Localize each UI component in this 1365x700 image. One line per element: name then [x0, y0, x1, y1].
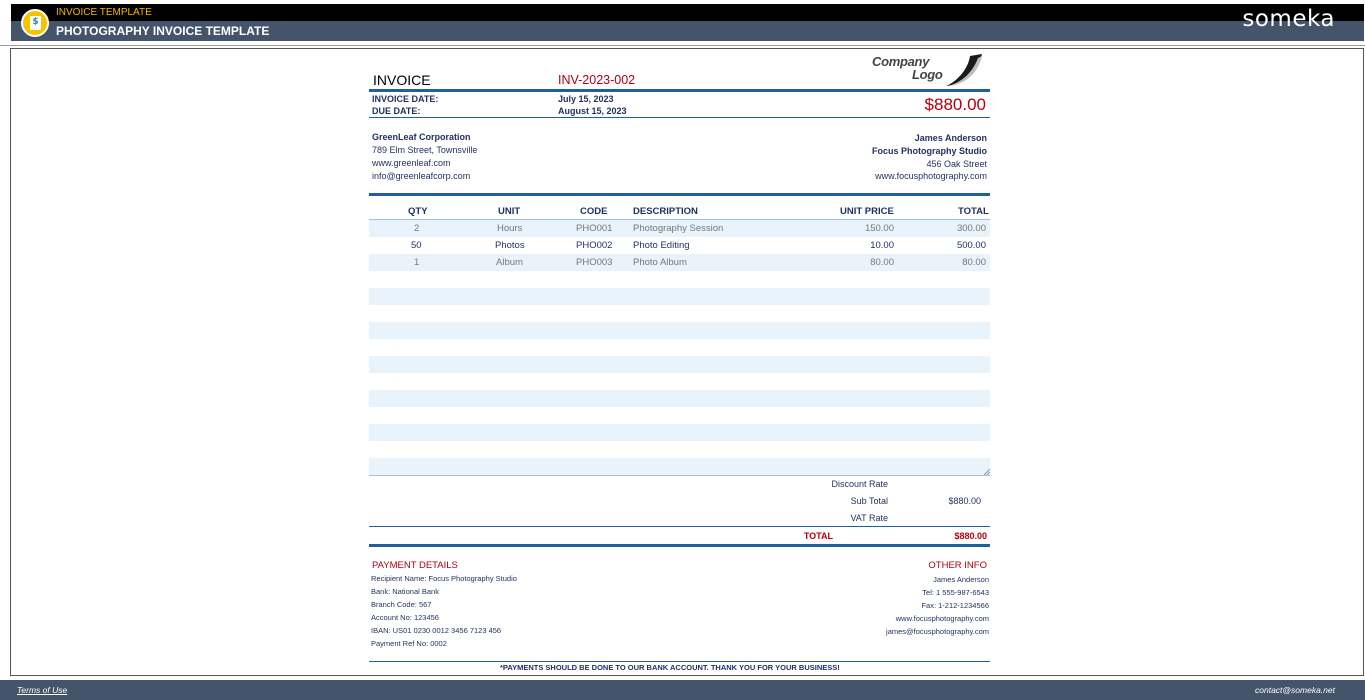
table-top-rule	[369, 193, 990, 196]
discount-rate-label: Discount Rate	[831, 479, 888, 489]
cell-total: 80.00	[962, 257, 986, 268]
empty-table-row[interactable]	[369, 288, 990, 305]
header-top-band	[11, 4, 1364, 21]
payment-account[interactable]: Account No: 123456	[371, 613, 439, 622]
invoice-date-label: INVOICE DATE:	[372, 94, 439, 104]
payment-bank[interactable]: Bank: National Bank	[371, 587, 439, 596]
empty-table-row[interactable]	[369, 458, 990, 475]
cell-unit[interactable]: Hours	[497, 223, 523, 234]
cell-code[interactable]: PHO002	[576, 240, 613, 251]
cell-qty[interactable]: 2	[414, 223, 420, 234]
other-info-fax[interactable]: Fax: 1-212-1234566	[921, 601, 989, 610]
payment-branch[interactable]: Branch Code: 567	[371, 600, 432, 609]
client-website[interactable]: www.greenleaf.com	[372, 158, 451, 168]
sender-address[interactable]: 456 Oak Street	[926, 159, 987, 169]
contact-email[interactable]: contact@someka.net	[1255, 685, 1335, 695]
invoice-amount: $880.00	[924, 95, 986, 114]
col-header-description: DESCRIPTION	[633, 206, 698, 217]
table-bottom-rule	[369, 475, 990, 476]
cell-qty[interactable]: 50	[411, 240, 422, 251]
invoice-app-icon[interactable]	[21, 9, 49, 37]
table-row[interactable]	[369, 237, 990, 254]
logo-text-logo: Logo	[912, 67, 943, 82]
cell-unit[interactable]: Album	[496, 257, 523, 268]
brand-logo[interactable]: someka	[1242, 6, 1335, 32]
date-rule	[369, 117, 990, 118]
title-rule	[369, 89, 990, 92]
company-logo[interactable]	[870, 52, 985, 90]
note-rule	[369, 661, 990, 662]
payment-recipient[interactable]: Recipient Name: Focus Photography Studio	[371, 574, 517, 583]
header-bar	[0, 0, 1365, 45]
empty-table-row[interactable]	[369, 424, 990, 441]
cell-description[interactable]: Photo Editing	[633, 240, 690, 251]
col-header-qty: QTY	[408, 206, 428, 217]
cell-total: 300.00	[956, 223, 986, 234]
cell-unit-price[interactable]: 80.00	[870, 257, 894, 268]
invoice-date-value[interactable]: July 15, 2023	[558, 94, 614, 104]
total-rule	[369, 526, 990, 527]
payment-iban[interactable]: IBAN: US01 0230 0012 3456 7123 456	[371, 626, 502, 635]
header-subtitle: INVOICE TEMPLATE	[56, 7, 152, 18]
vat-rate-label: VAT Rate	[850, 513, 888, 523]
col-header-unit-price: UNIT PRICE	[840, 206, 894, 217]
footer-bar	[0, 680, 1365, 700]
due-date-value[interactable]: August 15, 2023	[558, 106, 627, 116]
other-info-tel[interactable]: Tel: 1 555-987-6543	[922, 588, 989, 597]
cell-qty[interactable]: 1	[414, 257, 420, 268]
col-header-code: CODE	[580, 206, 608, 217]
payment-note: *PAYMENTS SHOULD BE DONE TO OUR BANK ACCOUNT. THANK YOU FOR YOUR BUSINESS!	[500, 663, 840, 672]
summary-bottom-rule	[369, 544, 990, 547]
subtotal-value: $880.00	[948, 496, 981, 506]
dollar-icon: $	[32, 17, 39, 27]
other-info-title: OTHER INFO	[928, 560, 987, 571]
document-icon	[30, 16, 41, 30]
subtotal-label: Sub Total	[850, 496, 888, 506]
other-info-name[interactable]: James Anderson	[933, 575, 989, 584]
total-label: TOTAL	[803, 531, 833, 541]
logo-text-company: Company	[872, 54, 930, 69]
other-info-website[interactable]: www.focusphotography.com	[895, 614, 989, 623]
cell-code[interactable]: PHO003	[576, 257, 613, 268]
table-row[interactable]	[369, 254, 990, 271]
cell-unit[interactable]: Photos	[495, 240, 525, 251]
empty-table-row[interactable]	[369, 356, 990, 373]
payment-details-title: PAYMENT DETAILS	[372, 560, 458, 571]
payment-ref[interactable]: Payment Ref No: 0002	[371, 639, 447, 648]
invoice-label: INVOICE	[373, 72, 431, 88]
sender-website[interactable]: www.focusphotography.com	[875, 171, 987, 181]
client-address[interactable]: 789 Elm Street, Townsville	[372, 145, 478, 155]
sender-name[interactable]: James Anderson	[914, 133, 987, 143]
total-value: $880.00	[954, 531, 987, 541]
header-divider	[0, 45, 1365, 46]
client-name[interactable]: GreenLeaf Corporation	[372, 132, 471, 142]
invoice-number[interactable]: INV-2023-002	[558, 73, 636, 87]
terms-of-use-link[interactable]: Terms of Use	[17, 685, 68, 695]
empty-table-row[interactable]	[369, 322, 990, 339]
cell-total: 500.00	[956, 240, 986, 251]
col-header-unit: UNIT	[498, 206, 521, 217]
cell-unit-price[interactable]: 10.00	[870, 240, 894, 251]
due-date-label: DUE DATE:	[372, 106, 421, 116]
logo-swoosh-icon	[942, 52, 984, 88]
cell-unit-price[interactable]: 150.00	[864, 223, 894, 234]
resize-handle-icon[interactable]	[984, 469, 990, 475]
cell-description[interactable]: Photography Session	[633, 223, 724, 234]
table-row[interactable]	[369, 220, 990, 237]
sender-company[interactable]: Focus Photography Studio	[872, 146, 987, 156]
other-info-email[interactable]: james@focusphotography.com	[886, 627, 989, 636]
cell-code[interactable]: PHO001	[576, 223, 613, 234]
empty-table-row[interactable]	[369, 390, 990, 407]
page-title: PHOTOGRAPHY INVOICE TEMPLATE	[56, 24, 270, 38]
client-email[interactable]: info@greenleafcorp.com	[372, 171, 471, 181]
col-header-total: TOTAL	[958, 206, 989, 217]
cell-description[interactable]: Photo Album	[633, 257, 687, 268]
